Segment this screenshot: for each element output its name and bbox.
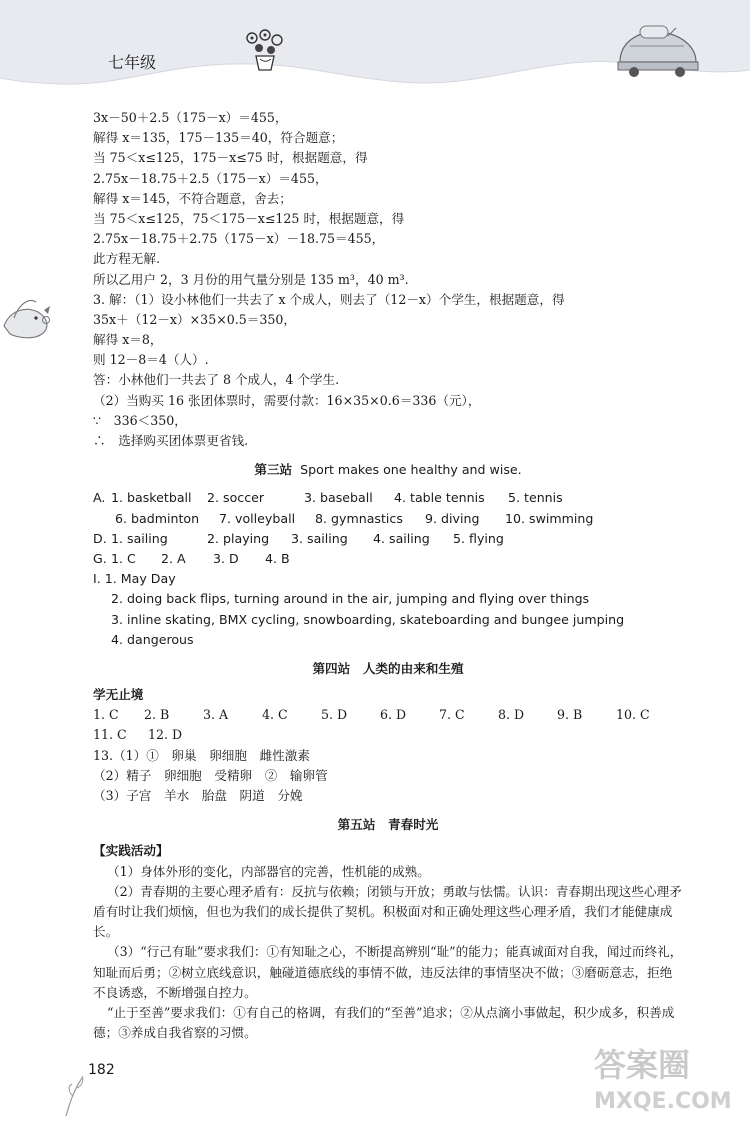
- answer-item: 4. C: [262, 707, 288, 723]
- watermark-bottom-text: MXQE.COM: [594, 1089, 732, 1114]
- watermark-top-text: 答案圈: [594, 1046, 691, 1084]
- solution-line: 解得 x＝135，175－135＝40，符合题意；: [93, 130, 344, 146]
- answer-item: 1. sailing: [111, 530, 168, 546]
- station3-title-en: Sport makes one healthy and wise.: [300, 462, 522, 478]
- answer-line: 13.（1）① 卵巢 卵细胞 雌性激素: [93, 747, 310, 763]
- answer-item: 1. basketball: [111, 490, 192, 506]
- answer-row-a2: [93, 509, 683, 529]
- answer-item: 10. swimming: [505, 510, 594, 526]
- answer-item: 8. gymnastics: [315, 510, 403, 526]
- answer-label: A.: [93, 490, 106, 506]
- page-number: 182: [88, 1062, 115, 1078]
- answer-line: （3）子宫 羊水 胎盘 阴道 分娩: [93, 788, 303, 803]
- solution-line: 2.75x－18.75＋2.75（175－x）－18.75＝455，: [93, 231, 385, 247]
- watermark-logo: [590, 1036, 740, 1116]
- answer-item: 2. B: [144, 707, 170, 723]
- answer-item: 5. tennis: [508, 490, 563, 506]
- answer-line: 2. doing back flips, turning around in the air, jumping and flying over things: [111, 591, 590, 607]
- continued-solution: [93, 108, 683, 451]
- solution-line: 3x－50＋2.5（175－x）＝455，: [93, 110, 288, 125]
- paragraph: （3）“行己有耻”要求我们：①有知耻之心，不断提高辨别“耻”的能力；能真诚面对自我，闻过而终礼，知耻而后勇；②树立底线意识，触碰道德底线的事情不做，违反法律的事情坚决不做；③磨砺意志，拒绝不良诱惑，不断增强自控力。: [93, 944, 683, 1000]
- solution-line: 则 12－8＝4（人）.: [93, 352, 209, 368]
- station3-title: [93, 460, 683, 480]
- answer-line: 3. inline skating, BMX cycling, snowboarding, skateboarding and bungee jumping: [111, 611, 625, 627]
- answer-item: 11. C: [93, 727, 127, 743]
- answer-item: 3. baseball: [304, 490, 373, 506]
- station3-answers: [93, 488, 683, 650]
- solution-line: ∴ 选择购买团体票更省钱.: [93, 433, 249, 448]
- answer-item: 3. A: [203, 707, 229, 723]
- solution-line: 解得 x＝8，: [93, 332, 163, 348]
- answer-label: D.: [93, 530, 107, 546]
- answer-item: 8. D: [498, 707, 525, 723]
- leaf-sprig-icon: [60, 1062, 90, 1118]
- answer-item: 3. sailing: [291, 530, 348, 546]
- answer-item: 2. playing: [207, 530, 270, 546]
- solution-line: 35x＋（12－x）×35×0.5＝350，: [93, 311, 297, 327]
- station3-title-cn: 第三站: [254, 462, 293, 478]
- answer-item: 10. C: [616, 707, 650, 723]
- answer-item: 3. D: [213, 550, 239, 566]
- answer-item: 12. D: [148, 727, 183, 743]
- answer-row-a: [93, 488, 683, 508]
- solution-line: ∵ 336＜350，: [93, 412, 187, 428]
- answer-item: 4. sailing: [373, 530, 430, 546]
- answer-item: 4. table tennis: [394, 490, 485, 506]
- answer-row-g: [93, 549, 683, 569]
- answer-content: [93, 108, 683, 1043]
- answer-item: 7. volleyball: [219, 510, 296, 526]
- answer-item: 7. C: [439, 707, 465, 723]
- station4-row2: [93, 725, 683, 745]
- answer-item: 6. badminton: [115, 510, 200, 526]
- paragraph: （2）青春期的主要心理矛盾有：反抗与依赖；闭锁与开放；勇敢与怯懦。认识：青春期出现这些心理矛盾有时让我们烦恼，但也为我们的成长提供了契机。积极面对和正确处理这些心理矛盾，我们才能健康成长。: [93, 883, 682, 940]
- answer-line: 4. dangerous: [111, 631, 194, 647]
- answer-item: 1. C: [93, 707, 119, 723]
- solution-line: 3. 解：（1）设小林他们一共去了 x 个成人，则去了（12－x）个学生，根据题意，得: [93, 291, 565, 307]
- solution-line: 此方程无解.: [93, 251, 160, 267]
- solution-line: 解得 x＝145，不符合题意，舍去；: [93, 190, 292, 206]
- solution-line: （2）当购买 16 张团体票时，需要付款：16×35×0.6＝336（元），: [93, 392, 481, 408]
- answer-line: （2）精子 卵细胞 受精卵 ② 输卵管: [93, 767, 328, 783]
- answer-line: I. 1. May Day: [93, 571, 176, 587]
- answer-item: 6. D: [380, 707, 407, 723]
- answer-item: 9. diving: [425, 510, 480, 526]
- answer-item: 2. A: [161, 550, 186, 566]
- answer-label: G.: [93, 550, 107, 566]
- solution-line: 当 75＜x≤125，175－x≤75 时，根据题意，得: [93, 150, 368, 166]
- solution-line: 2.75x－18.75＋2.5（175－x）＝455，: [93, 170, 328, 186]
- answer-item: 1. C: [111, 550, 136, 566]
- paragraph: （1）身体外形的变化，内部器官的完善，性机能的成熟。: [107, 863, 430, 879]
- flower-pot-icon: [240, 28, 290, 76]
- station5-title: 第五站 青春时光: [337, 817, 439, 833]
- answer-item: 5. D: [321, 707, 348, 723]
- answer-row-d: [93, 529, 683, 549]
- grade-label: 七年级: [108, 53, 157, 72]
- solution-line: 当 75＜x≤125，75＜175－x≤125 时，根据题意，得: [93, 210, 405, 226]
- station4-subtitle: 学无止境: [93, 687, 144, 703]
- paragraph: “止于至善”要求我们：①有自己的格调，有我们的“至善”追求；②从点滴小事做起，积少成多，积善成德；③养成自我省察的习惯。: [93, 1004, 675, 1041]
- bus-icon: [612, 22, 702, 84]
- station5-subtitle: 【实践活动】: [93, 843, 169, 859]
- station4-title: 第四站 人类的由来和生殖: [312, 660, 464, 676]
- answer-item: 4. B: [265, 550, 290, 566]
- answer-item: 2. soccer: [207, 490, 265, 506]
- solution-line: 答：小林他们一共去了 8 个成人，4 个学生.: [93, 372, 340, 388]
- bird-icon: [0, 288, 56, 350]
- solution-line: 所以乙用户 2，3 月份的用气量分别是 135 m³，40 m³.: [93, 271, 409, 287]
- answer-item: 9. B: [557, 707, 583, 723]
- answer-item: 5. flying: [453, 530, 504, 546]
- station4-row1: [93, 705, 683, 725]
